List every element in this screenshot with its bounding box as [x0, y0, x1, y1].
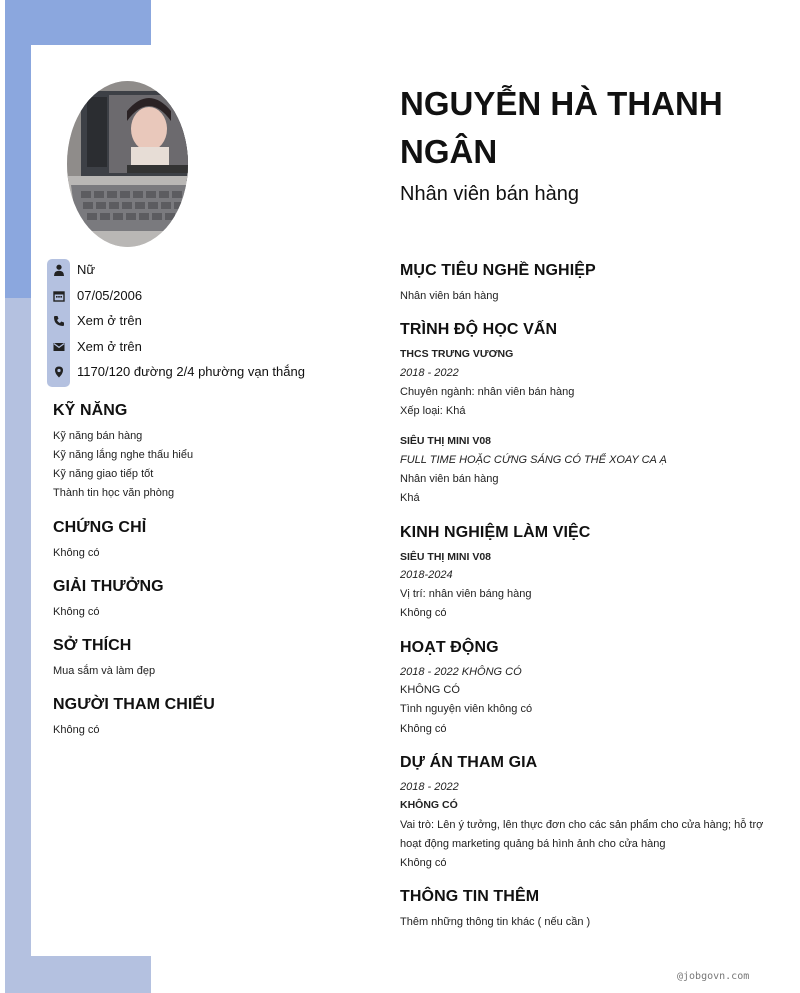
experience-heading: KINH NGHIỆM LÀM VIỆC — [400, 524, 591, 541]
projects-name: KHÔNG CÓ — [400, 799, 458, 811]
projects-role: hoạt động marketing quảng bá hình ảnh cho cửa hàng — [400, 838, 666, 850]
additional-heading: THÔNG TIN THÊM — [400, 888, 540, 905]
email-text: Xem ở trên — [77, 339, 142, 354]
objective-text: Nhân viên bán hàng — [400, 290, 499, 302]
projects-detail: Không có — [400, 857, 447, 869]
address-text: 1170/120 đường 2/4 phường vạn thắng — [77, 364, 305, 379]
education-school: THCS TRƯNG VƯƠNG — [400, 348, 514, 360]
birthday-text: 07/05/2006 — [77, 288, 143, 303]
person-icon — [53, 264, 65, 276]
education-period: 2018 - 2022 — [400, 367, 459, 379]
references-text: Không có — [53, 724, 100, 736]
contact-phone — [47, 312, 367, 332]
skills-heading: KỸ NĂNG — [53, 402, 128, 419]
certificates-heading: CHỨNG CHỈ — [53, 519, 147, 536]
skill-item: Kỹ năng lắng nghe thấu hiểu — [53, 449, 194, 461]
education-heading: TRÌNH ĐỘ HỌC VẤN — [400, 321, 558, 338]
calendar-icon — [53, 290, 65, 302]
projects-period: 2018 - 2022 — [400, 781, 459, 793]
references-heading: NGƯỜI THAM CHIẾU — [53, 696, 215, 713]
job-title: Nhân viên bán hàng — [400, 183, 580, 205]
phone-text: Xem ở trên — [77, 313, 142, 328]
awards-text: Không có — [53, 606, 100, 618]
additional-text: Thêm những thông tin khác ( nếu cần ) — [400, 916, 591, 928]
awards-heading: GIẢI THƯỞNG — [53, 578, 164, 595]
skill-item: Kỹ năng bán hàng — [53, 430, 143, 442]
footer-watermark: @jobgovn.com — [677, 971, 750, 982]
location-pin-icon — [53, 366, 65, 378]
activities-detail: Không có — [400, 723, 447, 735]
experience-detail: Không có — [400, 607, 447, 619]
education-school: SIÊU THỊ MINI V08 — [400, 435, 492, 447]
skill-item: Thành tin học văn phòng — [53, 487, 175, 499]
experience-period: 2018-2024 — [400, 569, 453, 581]
activities-org: KHÔNG CÓ — [400, 684, 460, 696]
skill-item: Kỹ năng giao tiếp tốt — [53, 468, 154, 480]
projects-heading: DỰ ÁN THAM GIA — [400, 754, 538, 771]
gender-text: Nữ — [77, 262, 96, 277]
contact-gender — [47, 261, 367, 281]
mail-icon — [53, 341, 65, 353]
objective-heading: MỤC TIÊU NGHỀ NGHIỆP — [400, 262, 596, 279]
contact-birthday — [47, 287, 367, 307]
education-detail: Khá — [400, 492, 420, 504]
certificates-text: Không có — [53, 547, 100, 559]
candidate-name: NGUYỄN HÀ THANH NGÂN — [400, 85, 723, 170]
education-detail: Chuyên ngành: nhân viên bán hàng — [400, 386, 575, 398]
experience-role: Vị trí: nhân viên báng hàng — [400, 588, 532, 600]
phone-icon — [53, 315, 65, 327]
projects-role: Vai trò: Lên ý tưởng, lên thực đơn cho các sản phẩm cho cửa hàng; hỗ trợ — [400, 819, 764, 831]
experience-company: SIÊU THỊ MINI V08 — [400, 551, 492, 563]
hobbies-text: Mua sắm và làm đẹp — [53, 665, 156, 677]
hobbies-heading: SỞ THÍCH — [53, 637, 132, 654]
education-period: FULL TIME HOẶC CỨNG SÁNG CÓ THỂ XOAY CA Ạ — [400, 454, 667, 466]
activities-role: Tình nguyện viên không có — [400, 703, 533, 715]
activities-heading: HOẠT ĐỘNG — [400, 639, 499, 656]
education-detail: Xếp loại: Khá — [400, 405, 466, 417]
activities-period: 2018 - 2022 KHÔNG CÓ — [400, 666, 522, 678]
contact-email — [47, 338, 367, 358]
contact-address — [47, 363, 367, 383]
profile-photo — [67, 81, 188, 247]
education-detail: Nhân viên bán hàng — [400, 473, 499, 485]
